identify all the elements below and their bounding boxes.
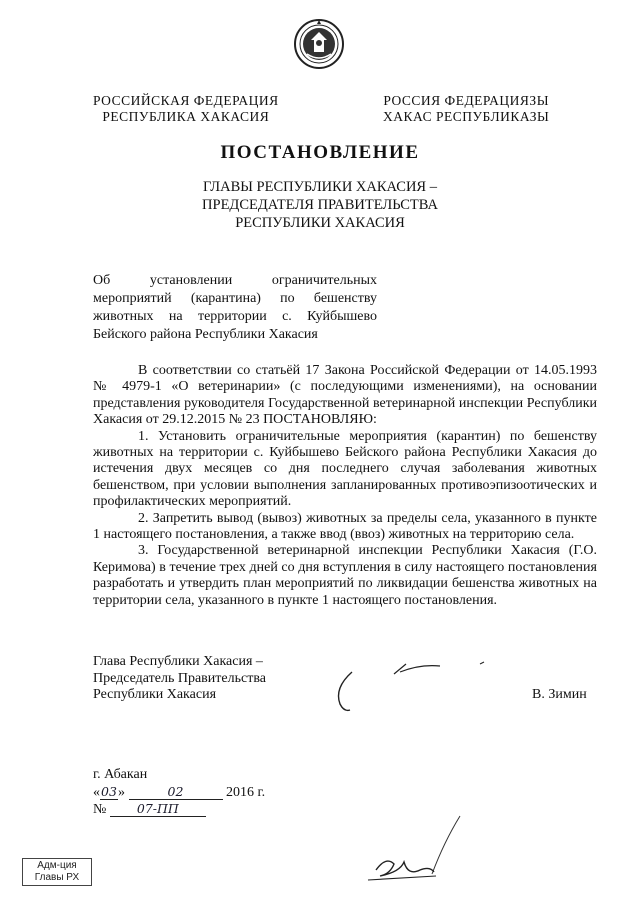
signatory-title — [93, 654, 266, 704]
signatory-line1: Глава Республики Хакасия – — [93, 654, 263, 669]
signatory-name: В. Зимин — [532, 687, 587, 702]
admin-stamp — [22, 858, 92, 886]
document-number: 07-ПП — [110, 801, 206, 817]
number-line — [93, 801, 206, 818]
document-body — [93, 363, 597, 609]
header-right — [383, 93, 549, 125]
stamp-line1: Адм-ция — [37, 860, 77, 871]
body-paragraph-preamble: В соответствии со статьёй 17 Закона Российской Федерации от 14.05.1993 № 4979-1 «О ветеринарии» (с последующими изменениями), на основании представления руководителя Государственной ветеринарной инспекции Республики Хакасия от 29.12.2015 № 23 ПОСТАНОВЛЯЮ: — [93, 363, 597, 428]
body-paragraph-2: 2. Запретить вывод (вывоз) животных за пределы села, указанного в пункте 1 настоящего постановления, а также ввод (ввоз) животных на территорию села. — [93, 510, 597, 543]
body-paragraph-3: 3. Государственной ветеринарной инспекции Республики Хакасия (Г.О. Керимова) в течение трех дней со дня вступления в силу настоящего постановления разработать и утвердить план мероприятий по ликвидации бешенства животных на территории села, указанного в пункте 1 настоящего постановления. — [93, 543, 597, 608]
signatory-line3: Республики Хакасия — [93, 687, 217, 702]
date-line — [93, 784, 265, 801]
document-subject: Об установлении ограничительных мероприятий (карантина) по бешенству животных на территории с. Куйбышево Бейского района Республики Хакасия — [93, 273, 377, 342]
signatory-line2: Председатель Правительства — [93, 670, 266, 686]
number-prefix: № — [93, 802, 107, 817]
subtitle-line3: РЕСПУБЛИКИ ХАКАСИЯ — [235, 215, 405, 231]
subtitle-line2: ПРЕДСЕДАТЕЛЯ ПРАВИТЕЛЬСТВА — [202, 197, 438, 213]
header-right-line1: РОССИЯ ФЕДЕРАЦИЯЗЫ — [383, 93, 549, 108]
body-paragraph-1: 1. Установить ограничительные мероприятия (карантин) по бешенству животных на территории с. Куйбышево Бейского района Республики Хакасия до истечения двух месяцев со дня последнего случая заболевания животных бешенством, при условии выполнения запланированных противоэпизоотических и профилактических мероприятий. — [93, 428, 597, 510]
header-left-line2: РЕСПУБЛИКА ХАКАСИЯ — [102, 109, 270, 124]
initials-signature — [360, 812, 470, 892]
date-month: 02 — [129, 784, 223, 800]
date-day: 03 — [101, 784, 117, 799]
date-open-quote: « — [93, 785, 100, 800]
header-right-line2: ХАКАС РЕСПУБЛИКАЗЫ — [383, 109, 550, 124]
date-year: 2016 г. — [226, 785, 266, 800]
stamp-line2: Главы РХ — [34, 872, 80, 883]
document-subtitle — [0, 178, 640, 232]
coat-of-arms-emblem — [293, 18, 345, 70]
date-close-quote: » — [118, 785, 125, 800]
document-title: ПОСТАНОВЛЕНИЕ — [220, 142, 420, 163]
header-left-line1: РОССИЙСКАЯ ФЕДЕРАЦИЯ — [93, 93, 279, 108]
subtitle-line1: ГЛАВЫ РЕСПУБЛИКИ ХАКАСИЯ – — [203, 179, 437, 195]
header-left — [93, 93, 279, 125]
city: г. Абакан — [93, 767, 148, 782]
handwritten-signature — [330, 652, 490, 716]
